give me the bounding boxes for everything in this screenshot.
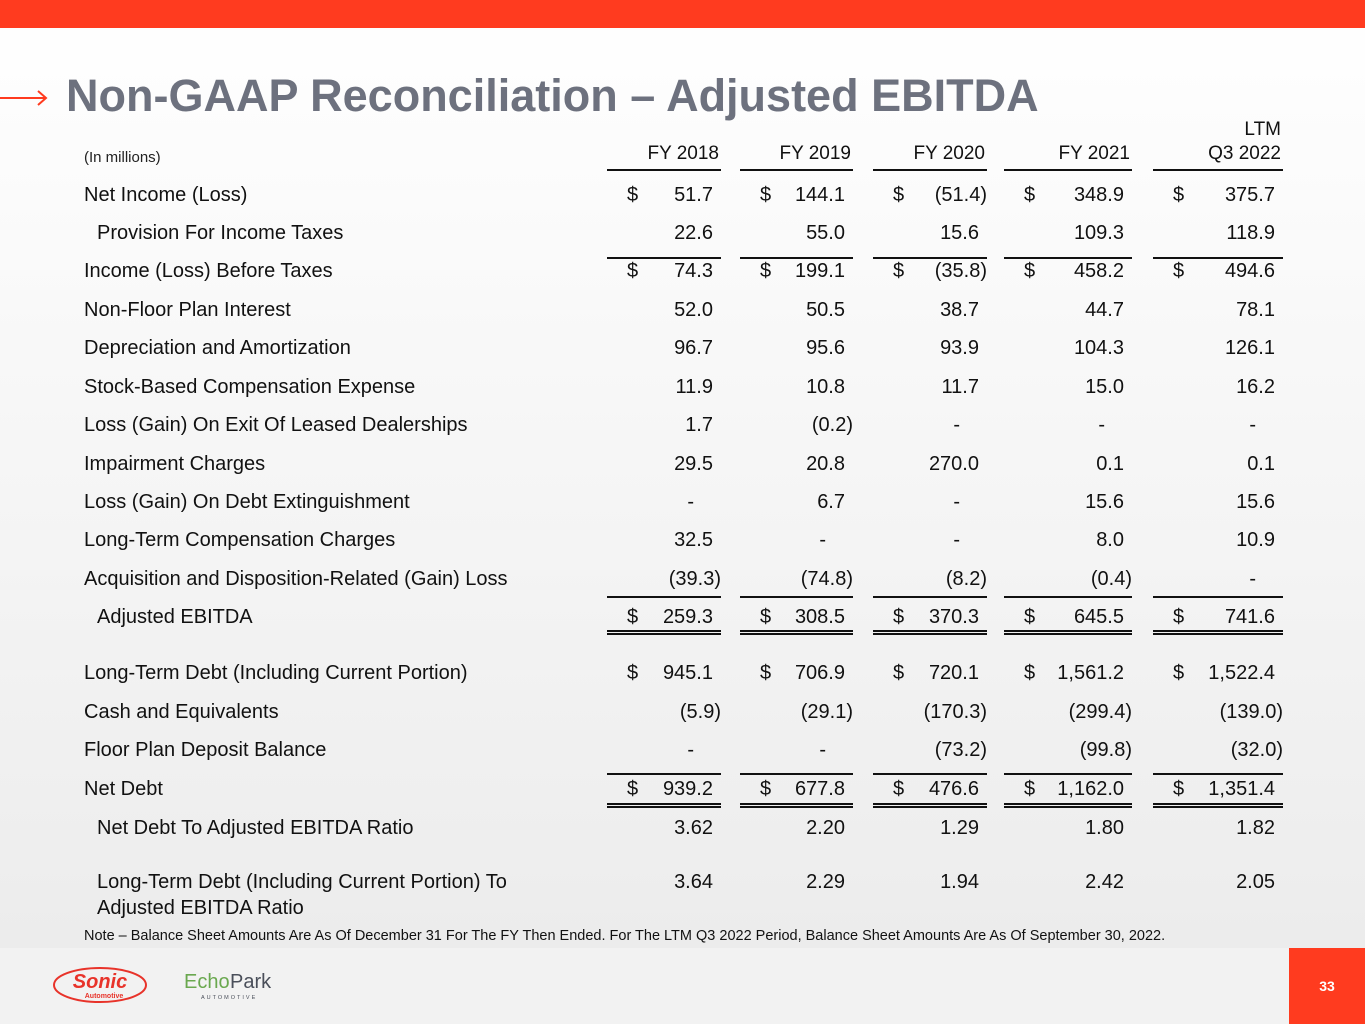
- table-cell: [873, 491, 987, 521]
- cell-value: (0.2): [811, 414, 853, 436]
- table-cell: [1153, 701, 1283, 731]
- cell-value: 78.1: [1236, 299, 1275, 321]
- header-underline: [607, 169, 721, 171]
- dollar-sign: $: [627, 260, 639, 282]
- cell-value: 38.7: [940, 299, 979, 321]
- total-double-rule: [1004, 630, 1132, 635]
- table-row: [0, 222, 1365, 252]
- column-header: [873, 118, 985, 166]
- cell-value: 1,162.0: [1057, 778, 1124, 800]
- table-cell: [1153, 453, 1283, 483]
- cell-value: 945.1: [662, 662, 713, 684]
- total-double-rule: [740, 803, 853, 808]
- table-cell: [607, 260, 721, 290]
- table-cell: [607, 871, 721, 901]
- row-label: Long-Term Compensation Charges: [84, 529, 396, 551]
- table-row: [0, 739, 1365, 769]
- table-cell: [1153, 376, 1283, 406]
- cell-value: 494.6: [1224, 260, 1275, 282]
- table-cell: [740, 817, 853, 847]
- table-cell: [607, 414, 721, 444]
- dollar-sign: $: [627, 184, 639, 206]
- dollar-sign: $: [760, 184, 772, 206]
- cell-value: (299.4): [1068, 701, 1132, 723]
- column-header-line2: FY 2019: [779, 143, 851, 164]
- page-number: 33: [1289, 948, 1365, 1024]
- cell-value: 270.0: [928, 453, 979, 475]
- row-label: Net Income (Loss): [84, 184, 248, 206]
- table-cell: [873, 739, 987, 769]
- dollar-sign: $: [760, 260, 772, 282]
- dollar-sign: $: [1173, 778, 1185, 800]
- subtotal-rule: [873, 596, 987, 598]
- cell-value: -: [953, 529, 960, 551]
- table-cell: [1004, 491, 1132, 521]
- table-cell: [873, 184, 987, 214]
- cell-value: 1.94: [940, 871, 979, 893]
- row-label: Long-Term Debt (Including Current Portion) To: [97, 871, 507, 893]
- cell-value: 93.9: [940, 337, 979, 359]
- cell-value: -: [1249, 414, 1256, 436]
- table-cell: [873, 376, 987, 406]
- svg-text:Sonic: Sonic: [72, 971, 128, 993]
- cell-value: (73.2): [934, 739, 987, 761]
- cell-value: 1,351.4: [1208, 778, 1275, 800]
- table-row: [0, 337, 1365, 367]
- cell-value: (8.2): [945, 568, 987, 590]
- total-double-rule: [740, 630, 853, 635]
- table-cell: [1004, 376, 1132, 406]
- table-cell: [607, 453, 721, 483]
- table-cell: [1153, 739, 1283, 769]
- table-cell: [607, 491, 721, 521]
- table-cell: [740, 662, 853, 692]
- cell-value: 3.62: [674, 817, 713, 839]
- cell-value: (170.3): [923, 701, 987, 723]
- sonic-automotive-logo: [52, 966, 148, 1004]
- table-cell: [740, 376, 853, 406]
- table-cell: [1004, 337, 1132, 367]
- table-cell: [607, 184, 721, 214]
- column-header-line1: [1004, 118, 1130, 142]
- cell-value: 308.5: [794, 606, 845, 628]
- table-row: [0, 817, 1365, 847]
- svg-text:Automotive: Automotive: [84, 993, 124, 1000]
- cell-value: 16.2: [1236, 376, 1275, 398]
- top-accent-bar: [0, 0, 1365, 28]
- table-cell: [607, 817, 721, 847]
- cell-value: (29.1): [800, 701, 853, 723]
- cell-value: 458.2: [1073, 260, 1124, 282]
- table-cell: [1153, 184, 1283, 214]
- table-cell: [1153, 491, 1283, 521]
- cell-value: 741.6: [1224, 606, 1275, 628]
- cell-value: 15.6: [940, 222, 979, 244]
- table-cell: [607, 376, 721, 406]
- table-cell: [740, 739, 853, 769]
- dollar-sign: $: [760, 662, 772, 684]
- cell-value: 32.5: [674, 529, 713, 551]
- cell-value: 348.9: [1073, 184, 1124, 206]
- cell-value: 55.0: [806, 222, 845, 244]
- cell-value: 29.5: [674, 453, 713, 475]
- table-cell: [1004, 701, 1132, 731]
- cell-value: 44.7: [1085, 299, 1124, 321]
- cell-value: 74.3: [674, 260, 713, 282]
- table-cell: [873, 817, 987, 847]
- column-header-line1: [607, 118, 719, 142]
- table-row: [0, 184, 1365, 214]
- total-double-rule: [607, 803, 721, 808]
- cell-value: 375.7: [1224, 184, 1275, 206]
- table-cell: [1153, 414, 1283, 444]
- cell-value: (99.8): [1079, 739, 1132, 761]
- cell-value: 199.1: [794, 260, 845, 282]
- total-double-rule: [873, 803, 987, 808]
- total-double-rule: [873, 630, 987, 635]
- column-header-line2: FY 2021: [1058, 143, 1130, 164]
- cell-value: -: [819, 739, 826, 761]
- subtotal-rule: [1004, 257, 1132, 259]
- cell-value: 52.0: [674, 299, 713, 321]
- cell-value: 476.6: [928, 778, 979, 800]
- cell-value: (32.0): [1230, 739, 1283, 761]
- table-cell: [873, 414, 987, 444]
- dollar-sign: $: [1173, 662, 1185, 684]
- cell-value: 11.7: [941, 376, 979, 398]
- cell-value: 50.5: [806, 299, 845, 321]
- table-cell: [873, 222, 987, 252]
- table-cell: [1004, 662, 1132, 692]
- cell-value: 2.20: [806, 817, 845, 839]
- table-cell: [1153, 871, 1283, 901]
- column-header: [740, 118, 851, 166]
- table-cell: [873, 568, 987, 598]
- table-cell: [1153, 529, 1283, 559]
- cell-value: 0.1: [1247, 453, 1275, 475]
- column-header-line2: Q3 2022: [1208, 143, 1281, 164]
- cell-value: 645.5: [1073, 606, 1124, 628]
- table-cell: [1004, 739, 1132, 769]
- table-cell: [873, 701, 987, 731]
- cell-value: 95.6: [806, 337, 845, 359]
- row-label: Net Debt: [84, 778, 163, 800]
- cell-value: 2.29: [806, 871, 845, 893]
- table-cell: [1153, 568, 1283, 598]
- table-cell: [1004, 184, 1132, 214]
- dollar-sign: $: [1024, 662, 1036, 684]
- subtotal-rule: [873, 773, 987, 775]
- cell-value: 1,522.4: [1208, 662, 1275, 684]
- cell-value: -: [687, 739, 694, 761]
- subtotal-rule: [607, 596, 721, 598]
- cell-value: 11.9: [675, 376, 713, 398]
- subtotal-rule: [1004, 773, 1132, 775]
- table-cell: [607, 337, 721, 367]
- table-row: [0, 376, 1365, 406]
- cell-value: 51.7: [674, 184, 713, 206]
- table-cell: [1004, 260, 1132, 290]
- dollar-sign: $: [1173, 260, 1185, 282]
- dollar-sign: $: [1173, 606, 1185, 628]
- table-cell: [1004, 529, 1132, 559]
- row-label: Floor Plan Deposit Balance: [84, 739, 327, 761]
- table-row: [0, 260, 1365, 290]
- table-cell: [873, 299, 987, 329]
- cell-value: 109.3: [1073, 222, 1124, 244]
- table-cell: [1153, 222, 1283, 252]
- units-label: (In millions): [84, 149, 161, 166]
- row-label: Stock-Based Compensation Expense: [84, 376, 416, 398]
- row-label: Net Debt To Adjusted EBITDA Ratio: [97, 817, 414, 839]
- cell-value: 1.82: [1236, 817, 1275, 839]
- cell-value: 144.1: [794, 184, 845, 206]
- column-header: [607, 118, 719, 166]
- arrow-icon: [0, 80, 50, 110]
- cell-value: 15.6: [1085, 491, 1124, 513]
- row-label: Depreciation and Amortization: [84, 337, 351, 359]
- row-label: Impairment Charges: [84, 453, 266, 475]
- dollar-sign: $: [1024, 606, 1036, 628]
- table-cell: [740, 184, 853, 214]
- header-underline: [1153, 169, 1283, 171]
- cell-value: 3.64: [674, 871, 713, 893]
- table-cell: [1153, 260, 1283, 290]
- cell-value: 0.1: [1096, 453, 1124, 475]
- cell-value: 15.6: [1236, 491, 1275, 513]
- table-cell: [607, 662, 721, 692]
- cell-value: (51.4): [934, 184, 987, 206]
- footnote: Note – Balance Sheet Amounts Are As Of December 31 For The FY Then Ended. For The LTM Q3 2022 Period, Balance Sheet Amounts Are As Of September 30, 2022.: [84, 928, 1166, 944]
- cell-value: (35.8): [934, 260, 987, 282]
- subtotal-rule: [740, 257, 853, 259]
- row-label: Non-Floor Plan Interest: [84, 299, 291, 321]
- cell-value: 2.05: [1236, 871, 1275, 893]
- echopark-automotive-logo: [183, 966, 275, 1002]
- cell-value: 6.7: [817, 491, 845, 513]
- table-row: [0, 871, 1365, 919]
- subtotal-rule: [873, 257, 987, 259]
- table-cell: [740, 701, 853, 731]
- table-cell: [740, 529, 853, 559]
- cell-value: 720.1: [928, 662, 979, 684]
- table-cell: [873, 662, 987, 692]
- page-title: Non-GAAP Reconciliation – Adjusted EBITDA: [66, 70, 1039, 121]
- column-header-line2: FY 2018: [647, 143, 719, 164]
- table-cell: [873, 453, 987, 483]
- subtotal-rule: [1153, 773, 1283, 775]
- row-label: Income (Loss) Before Taxes: [84, 260, 333, 282]
- row-label-continued: Adjusted EBITDA Ratio: [97, 897, 304, 919]
- cell-value: 15.0: [1085, 376, 1124, 398]
- svg-text:AUTOMOTIVE: AUTOMOTIVE: [201, 995, 258, 1001]
- table-cell: [607, 299, 721, 329]
- table-cell: [607, 568, 721, 598]
- cell-value: 10.9: [1236, 529, 1275, 551]
- dollar-sign: $: [1024, 184, 1036, 206]
- cell-value: 1.29: [940, 817, 979, 839]
- dollar-sign: $: [627, 778, 639, 800]
- table-row: [0, 701, 1365, 731]
- header-underline: [873, 169, 987, 171]
- dollar-sign: $: [760, 606, 772, 628]
- table-cell: [1004, 568, 1132, 598]
- cell-value: 1.80: [1085, 817, 1124, 839]
- cell-value: -: [953, 491, 960, 513]
- cell-value: 1,561.2: [1057, 662, 1124, 684]
- subtotal-rule: [1004, 596, 1132, 598]
- table-cell: [607, 701, 721, 731]
- table-cell: [740, 337, 853, 367]
- subtotal-rule: [1153, 257, 1283, 259]
- cell-value: 259.3: [662, 606, 713, 628]
- row-label: Loss (Gain) On Exit Of Leased Dealerships: [84, 414, 468, 436]
- cell-value: -: [1098, 414, 1105, 436]
- cell-value: 939.2: [662, 778, 713, 800]
- subtotal-rule: [740, 773, 853, 775]
- header-underline: [740, 169, 853, 171]
- column-header-line1: [873, 118, 985, 142]
- table-cell: [1004, 817, 1132, 847]
- cell-value: (5.9): [679, 701, 721, 723]
- dollar-sign: $: [1173, 184, 1185, 206]
- table-cell: [873, 337, 987, 367]
- cell-value: 706.9: [794, 662, 845, 684]
- row-label: Long-Term Debt (Including Current Portion): [84, 662, 468, 684]
- dollar-sign: $: [893, 184, 905, 206]
- dollar-sign: $: [893, 606, 905, 628]
- table-cell: [1004, 453, 1132, 483]
- cell-value: (0.4): [1090, 568, 1132, 590]
- svg-text:Park: Park: [230, 971, 272, 993]
- table-cell: [740, 260, 853, 290]
- cell-value: (74.8): [800, 568, 853, 590]
- column-header-line2: FY 2020: [913, 143, 985, 164]
- subtotal-rule: [1153, 596, 1283, 598]
- table-cell: [873, 260, 987, 290]
- cell-value: -: [687, 491, 694, 513]
- table-row: [0, 662, 1365, 692]
- total-double-rule: [1153, 803, 1283, 808]
- cell-value: -: [819, 529, 826, 551]
- table-cell: [873, 529, 987, 559]
- table-cell: [740, 222, 853, 252]
- total-double-rule: [1004, 803, 1132, 808]
- table-cell: [1004, 299, 1132, 329]
- cell-value: 104.3: [1073, 337, 1124, 359]
- column-header: [1004, 118, 1130, 166]
- table-row: [0, 299, 1365, 329]
- cell-value: 677.8: [794, 778, 845, 800]
- table-cell: [740, 871, 853, 901]
- table-cell: [607, 739, 721, 769]
- cell-value: -: [953, 414, 960, 436]
- table-cell: [740, 568, 853, 598]
- cell-value: 2.42: [1085, 871, 1124, 893]
- cell-value: (39.3): [668, 568, 721, 590]
- cell-value: (139.0): [1219, 701, 1283, 723]
- cell-value: 96.7: [674, 337, 713, 359]
- header-underline: [1004, 169, 1132, 171]
- row-label: Adjusted EBITDA: [97, 606, 253, 628]
- dollar-sign: $: [1024, 260, 1036, 282]
- table-cell: [740, 414, 853, 444]
- svg-text:Echo: Echo: [184, 971, 230, 993]
- dollar-sign: $: [1024, 778, 1036, 800]
- table-cell: [1153, 299, 1283, 329]
- table-row: [0, 491, 1365, 521]
- table-cell: [607, 529, 721, 559]
- table-row: [0, 529, 1365, 559]
- table-cell: [607, 222, 721, 252]
- cell-value: 8.0: [1096, 529, 1124, 551]
- cell-value: 1.7: [685, 414, 713, 436]
- table-cell: [1153, 337, 1283, 367]
- row-label: Provision For Income Taxes: [97, 222, 344, 244]
- table-cell: [740, 491, 853, 521]
- dollar-sign: $: [893, 260, 905, 282]
- subtotal-rule: [607, 773, 721, 775]
- table-cell: [873, 871, 987, 901]
- total-double-rule: [1153, 630, 1283, 635]
- column-header-line1: LTM: [1244, 119, 1281, 140]
- table-cell: [740, 299, 853, 329]
- table-cell: [1004, 871, 1132, 901]
- table-row: [0, 568, 1365, 598]
- column-header-line1: [740, 118, 851, 142]
- row-label: Cash and Equivalents: [84, 701, 279, 723]
- column-header: [1153, 118, 1281, 166]
- cell-value: 126.1: [1224, 337, 1275, 359]
- cell-value: 22.6: [674, 222, 713, 244]
- table-cell: [1004, 222, 1132, 252]
- total-double-rule: [607, 630, 721, 635]
- dollar-sign: $: [893, 662, 905, 684]
- dollar-sign: $: [627, 606, 639, 628]
- table-row: [0, 414, 1365, 444]
- row-label: Loss (Gain) On Debt Extinguishment: [84, 491, 410, 513]
- cell-value: 10.8: [806, 376, 845, 398]
- table-cell: [1153, 662, 1283, 692]
- dollar-sign: $: [627, 662, 639, 684]
- dollar-sign: $: [893, 778, 905, 800]
- subtotal-rule: [740, 596, 853, 598]
- row-label: Acquisition and Disposition-Related (Gain) Loss: [84, 568, 508, 590]
- dollar-sign: $: [760, 778, 772, 800]
- table-row: [0, 453, 1365, 483]
- table-cell: [1153, 817, 1283, 847]
- cell-value: 370.3: [928, 606, 979, 628]
- subtotal-rule: [607, 257, 721, 259]
- cell-value: -: [1249, 568, 1256, 590]
- table-cell: [740, 453, 853, 483]
- cell-value: 20.8: [806, 453, 845, 475]
- cell-value: 118.9: [1226, 222, 1275, 244]
- table-cell: [1004, 414, 1132, 444]
